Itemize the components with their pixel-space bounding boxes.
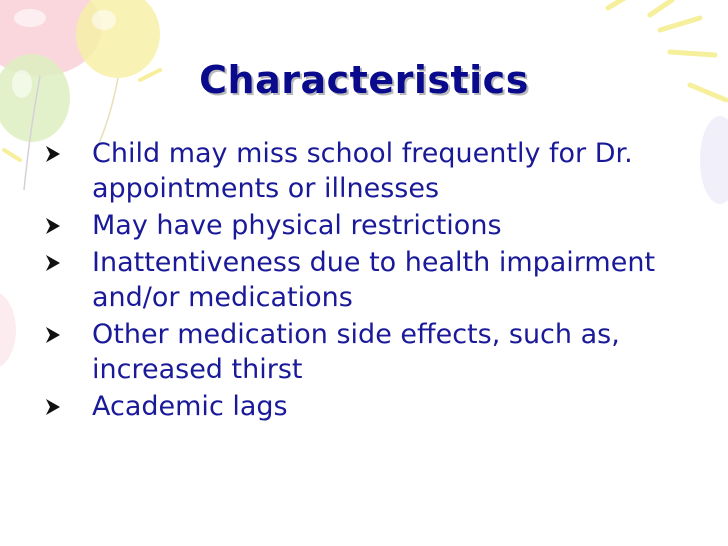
- list-item: [44, 245, 694, 315]
- bullet-text: May have physical restrictions: [92, 210, 502, 241]
- list-item: [44, 317, 694, 387]
- list-item: [44, 389, 694, 424]
- chevron-arrow-icon: [44, 145, 62, 163]
- slide-title: Characteristics: [199, 58, 529, 102]
- list-item: [44, 208, 694, 243]
- list-item: [44, 136, 694, 206]
- chevron-arrow-icon: [44, 217, 62, 235]
- faint-pink-balloon: [0, 290, 16, 370]
- chevron-arrow-icon: [44, 326, 62, 344]
- bullet-text: Child may miss school frequently for Dr. appointments or illnesses: [92, 138, 633, 204]
- bullet-list: [44, 136, 694, 426]
- bullet-text: Inattentiveness due to health impairment and/or medications: [92, 247, 656, 313]
- faint-purple-balloon: [700, 116, 728, 204]
- chevron-arrow-icon: [44, 254, 62, 272]
- chevron-arrow-icon: [44, 398, 62, 416]
- bullet-text: Other medication side effects, such as, increased thirst: [92, 319, 620, 385]
- bullet-text: Academic lags: [92, 391, 288, 422]
